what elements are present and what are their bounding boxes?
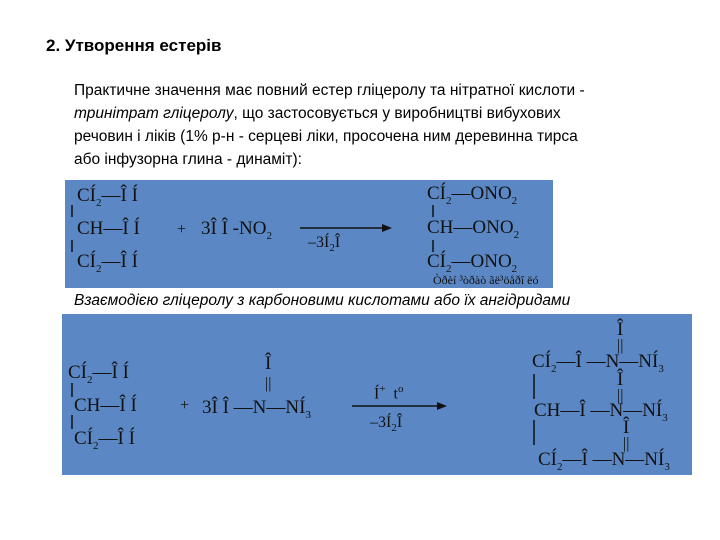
above-arrow-catalyst: Í+ $t^o$	[374, 383, 404, 403]
ester-double-bond-3: ||	[623, 435, 630, 452]
reaction-2-image	[62, 314, 692, 475]
plus-sign: +	[177, 221, 187, 238]
product-1-row-3: $CÍ_2—ONO_2$	[427, 251, 518, 275]
ester-carbonyl-o-2: Î	[617, 369, 624, 390]
ester-carbonyl-o-3: Î	[623, 417, 630, 438]
caption-line: Взаємодією гліцеролу з карбоновими кислотами або їх ангідридами	[74, 292, 571, 309]
reactant-1-row-2: CH—Î Í	[77, 218, 140, 239]
paragraph-line-3: речовин і ліків (1% р-н - серцеві ліки, просочена ним деревинна тирса	[74, 128, 578, 145]
body-paragraph	[74, 79, 684, 171]
below-arrow-water: $-3Í_2Î$	[308, 234, 341, 255]
product-2-row-3: $CÍ_2—Î$ $—N—NÍ_3$	[538, 449, 670, 473]
ester-double-bond-1: ||	[617, 337, 624, 354]
slide-title: 2. Утворення естерів	[46, 36, 222, 55]
ester-double-bond-2: ||	[617, 387, 624, 404]
nitric-acid: 3Î Î $-NO_2$	[201, 218, 272, 242]
plus-sign-2: +	[180, 397, 190, 414]
paragraph-line-4: або інфузорна глина - динаміт):	[74, 151, 302, 168]
reactant-2-row-3: $CÍ_2—Î$ Í	[74, 428, 135, 452]
reactant-2-row-2: CH—Î Í	[74, 395, 137, 416]
paragraph-line-2-rest: , що застосовується у виробництві вибухових	[233, 105, 561, 122]
product-label: Òðèí ³òðàò ãë³öåðî ëó	[433, 273, 539, 287]
below-arrow-water-2: $-3Í_2Î$	[370, 414, 403, 435]
product-2-row-2: CH—Î $—N—NÍ_3$	[534, 400, 668, 424]
acid-carbonyl-o: Î	[265, 353, 272, 374]
product-1-row-2: $CH—ONO_2$	[427, 217, 520, 241]
reactant-2-row-1: $CÍ_2—Î$ Í	[68, 362, 129, 386]
ester-carbonyl-o-1: Î	[617, 319, 624, 340]
reactant-1-row-1: $CÍ_2—Î$ Í	[77, 185, 138, 209]
product-2-row-1: $CÍ_2—Î$ $—N—NÍ_3$	[532, 351, 664, 375]
reactant-1-row-3: $CÍ_2—Î$ Í	[77, 251, 138, 275]
paragraph-line-2	[74, 102, 684, 125]
reaction-1-image	[65, 180, 553, 288]
acid-double-bond: ||	[265, 375, 272, 392]
carboxylic-acid: 3Î Î $—N—NÍ_3$	[202, 397, 311, 421]
italic-term: тринітрат гліцеролу	[74, 105, 234, 122]
paragraph-line-1: Практичне значення має повний естер гліцеролу та нітратної кислоти -	[74, 82, 585, 99]
product-1-row-1: $CÍ_2—ONO_2$	[427, 183, 518, 207]
